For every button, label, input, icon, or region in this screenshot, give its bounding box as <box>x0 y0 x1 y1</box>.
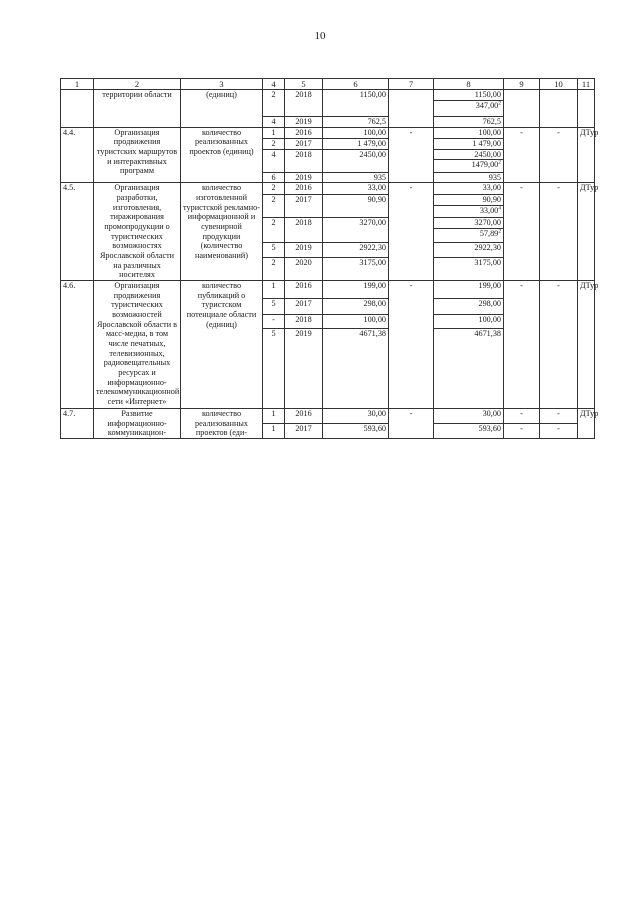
value-cell: 33,00 <box>323 183 389 195</box>
year-cell: 2019 <box>285 117 323 128</box>
num-cell <box>61 90 94 128</box>
c4-cell: 2 <box>263 217 285 242</box>
value-cell: 2450,00 <box>323 149 389 172</box>
c9-cell: - <box>504 424 540 439</box>
footnote-mark: 4 <box>498 205 501 212</box>
num-cell: 4.7. <box>61 409 94 439</box>
c8-value: 1479,00 <box>471 160 499 170</box>
desc-cell: Организация продвижения туристических возможностей Ярославской области в масс-медиа, в том числе печатных, телевизионных, радиовещательных ресурсах и информационно-телекоммуникационной сети «Интернет» <box>94 281 181 409</box>
program-measures-table <box>60 78 599 439</box>
header-cell: 7 <box>389 79 434 90</box>
header-cell: 4 <box>263 79 285 90</box>
value-cell: 3175,00 <box>323 257 389 281</box>
c8-value: 90,90 <box>482 195 501 205</box>
c9-cell: - <box>504 281 540 409</box>
value-cell: 199,00 <box>323 281 389 299</box>
c11-cell: ДТур <box>578 183 595 281</box>
c7-cell: - <box>389 409 434 439</box>
year-cell: 2018 <box>285 90 323 117</box>
c8-cell <box>434 149 504 172</box>
value-cell: 100,00 <box>323 315 389 329</box>
year-cell: 2019 <box>285 172 323 183</box>
value-cell: 3270,00 <box>323 217 389 242</box>
c4-cell: 2 <box>263 183 285 195</box>
c8-cell: 1 479,00 <box>434 138 504 149</box>
c9-cell: - <box>504 183 540 281</box>
table-row <box>61 90 595 117</box>
c4-cell: 2 <box>263 257 285 281</box>
num-cell: 4.4. <box>61 127 94 183</box>
unit-cell: количество реализованных проектов (еди- <box>181 409 263 439</box>
c4-cell: 2 <box>263 195 285 218</box>
year-cell: 2017 <box>285 138 323 149</box>
c9-cell <box>504 90 540 128</box>
header-cell: 6 <box>323 79 389 90</box>
c8-cell: 30,00 <box>434 409 504 424</box>
year-cell: 2020 <box>285 257 323 281</box>
c10-cell: - <box>540 409 578 424</box>
header-row <box>61 79 595 90</box>
c4-cell: 2 <box>263 90 285 117</box>
num-cell: 4.6. <box>61 281 94 409</box>
c8-cell <box>434 90 504 117</box>
desc-cell: Организация продвижения туристских маршрутов и интерактивных программ <box>94 127 181 183</box>
year-cell: 2018 <box>285 315 323 329</box>
c8-cell <box>434 195 504 218</box>
c11-cell: ДТур <box>578 281 595 409</box>
c8-value: 2450,00 <box>474 149 501 159</box>
year-cell: 2016 <box>285 183 323 195</box>
desc-cell: Организация разработки, изготовления, тиражирования промопродукции о туристических возможностях Ярославской области на различных носителях <box>94 183 181 281</box>
c4-cell: 6 <box>263 172 285 183</box>
c4-cell: 5 <box>263 299 285 315</box>
c8-value: 1150,00 <box>474 90 501 100</box>
year-cell: 2019 <box>285 242 323 257</box>
year-cell: 2017 <box>285 299 323 315</box>
c8-value: 347,00 <box>475 100 499 110</box>
value-cell: 2922,30 <box>323 242 389 257</box>
c4-cell: 1 <box>263 127 285 138</box>
c8-cell: 762,5 <box>434 117 504 128</box>
value-cell: 100,00 <box>323 127 389 138</box>
year-cell: 2016 <box>285 127 323 138</box>
c8-cell: 298,00 <box>434 299 504 315</box>
c4-cell: 2 <box>263 138 285 149</box>
c7-cell: - <box>389 183 434 281</box>
c4-cell: 1 <box>263 281 285 299</box>
footnote-mark: 2 <box>498 159 501 166</box>
header-cell: 9 <box>504 79 540 90</box>
table-row <box>61 183 595 195</box>
header-cell: 8 <box>434 79 504 90</box>
value-cell: 935 <box>323 172 389 183</box>
table-row <box>61 281 595 299</box>
table-row <box>61 127 595 138</box>
desc-cell: территории области <box>94 90 181 128</box>
year-cell: 2018 <box>285 149 323 172</box>
desc-cell: Развитие информационно-коммуникацион- <box>94 409 181 439</box>
c4-cell: 1 <box>263 409 285 424</box>
year-cell: 2018 <box>285 217 323 242</box>
c10-cell: - <box>540 281 578 409</box>
c10-cell <box>540 90 578 128</box>
value-cell: 298,00 <box>323 299 389 315</box>
c10-cell: - <box>540 183 578 281</box>
year-cell: 2019 <box>285 329 323 409</box>
header-cell: 11 <box>578 79 595 90</box>
num-cell: 4.5. <box>61 183 94 281</box>
footnote-mark: 2 <box>498 227 501 234</box>
c4-cell: 5 <box>263 242 285 257</box>
year-cell: 2017 <box>285 424 323 439</box>
c4-cell: 1 <box>263 424 285 439</box>
year-cell: 2017 <box>285 195 323 218</box>
c8-cell: 3175,00 <box>434 257 504 281</box>
year-cell: 2016 <box>285 409 323 424</box>
c4-cell: 4 <box>263 117 285 128</box>
c8-value: 57,89 <box>479 228 499 238</box>
header-cell: 5 <box>285 79 323 90</box>
c4-cell: 4 <box>263 149 285 172</box>
year-cell: 2016 <box>285 281 323 299</box>
c8-cell: 100,00 <box>434 127 504 138</box>
c8-cell: 593,60 <box>434 424 504 439</box>
c10-cell: - <box>540 424 578 439</box>
c11-cell <box>578 90 595 128</box>
unit-cell: количество публикаций о туристском потенциале области (единиц) <box>181 281 263 409</box>
value-cell: 593,60 <box>323 424 389 439</box>
header-cell: 1 <box>61 79 94 90</box>
header-cell: 3 <box>181 79 263 90</box>
c8-cell: 199,00 <box>434 281 504 299</box>
c8-cell: 2922,30 <box>434 242 504 257</box>
c10-cell: - <box>540 127 578 183</box>
value-cell: 90,90 <box>323 195 389 218</box>
c8-cell: 935 <box>434 172 504 183</box>
value-cell: 1150,00 <box>323 90 389 117</box>
c8-cell: 100,00 <box>434 315 504 329</box>
c11-cell: ДТур <box>578 409 595 439</box>
c7-cell <box>389 90 434 128</box>
unit-cell: количество изготовленной туристской рекламно-информационной и сувенирной продукции (количество наименований) <box>181 183 263 281</box>
table-row <box>61 409 595 424</box>
c11-cell: ДТур <box>578 127 595 183</box>
c9-cell: - <box>504 127 540 183</box>
footnote-mark: 2 <box>498 99 501 106</box>
c7-cell: - <box>389 281 434 409</box>
header-cell: 2 <box>94 79 181 90</box>
c4-cell: 5 <box>263 329 285 409</box>
c4-cell: - <box>263 315 285 329</box>
c8-value: 3270,00 <box>474 217 501 227</box>
unit-cell: количество реализованных проектов (единиц) <box>181 127 263 183</box>
value-cell: 762,5 <box>323 117 389 128</box>
c7-cell: - <box>389 127 434 183</box>
value-cell: 1 479,00 <box>323 138 389 149</box>
c8-cell: 4671,38 <box>434 329 504 409</box>
value-cell: 30,00 <box>323 409 389 424</box>
unit-cell: (единиц) <box>181 90 263 128</box>
c9-cell: - <box>504 409 540 424</box>
c8-cell <box>434 217 504 242</box>
value-cell: 4671,38 <box>323 329 389 409</box>
c8-value: 33,00 <box>479 205 499 215</box>
c8-cell: 33,00 <box>434 183 504 195</box>
header-cell: 10 <box>540 79 578 90</box>
page-number: 10 <box>314 30 326 42</box>
